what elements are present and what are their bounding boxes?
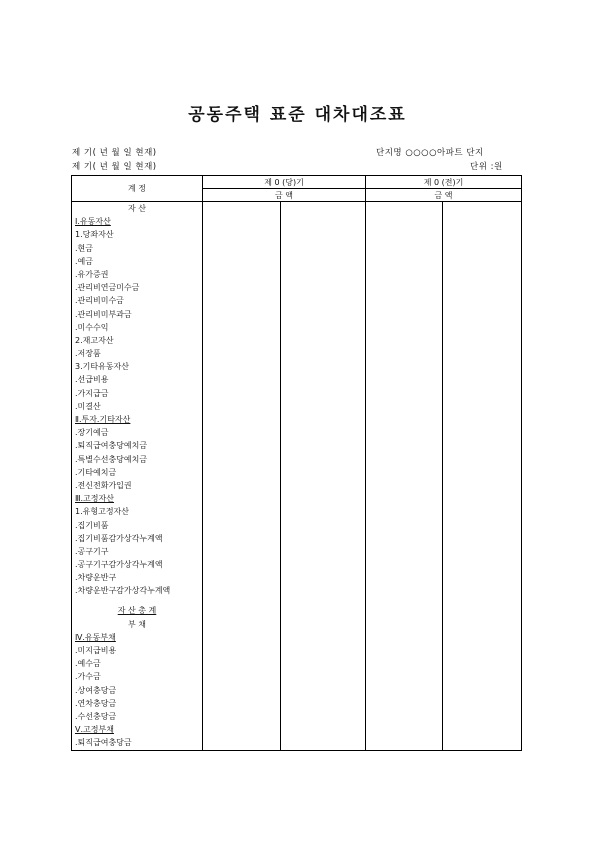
amount-cell [366,618,443,631]
amount-cell [203,400,281,413]
col-prior-period-header: 제 0 (전)기 [366,176,522,189]
table-row [72,215,522,228]
amount-cell [443,268,522,281]
amount-cell [203,215,281,228]
amount-cell [281,644,366,657]
table-row [72,294,522,307]
amount-cell [443,334,522,347]
amount-cell [281,426,366,439]
amount-cell [443,670,522,683]
table-row [72,479,522,492]
account-label: 3.기타유동자산 [72,360,203,373]
amount-cell [281,453,366,466]
amount-cell [281,532,366,545]
account-label: .공구기구감가상각누계액 [72,558,203,571]
account-label: Ⅴ.고정부채 [72,723,203,736]
account-label: 2.재고자산 [72,334,203,347]
amount-cell [203,453,281,466]
amount-cell [281,202,366,216]
amount-cell [203,268,281,281]
amount-cell [281,281,366,294]
table-row [72,558,522,571]
account-label: .선급비용 [72,373,203,386]
amount-cell [366,532,443,545]
amount-cell [366,202,443,216]
period-prior: 제 기( 년 월 일 현재) [72,162,157,172]
table-row [72,604,522,617]
table-row [72,308,522,321]
amount-cell [366,631,443,644]
table-row [72,519,522,532]
amount-cell [203,584,281,604]
amount-cell [281,308,366,321]
amount-cell [203,710,281,723]
amount-cell [203,334,281,347]
amount-cell [366,519,443,532]
amount-cell [366,545,443,558]
table-row [72,684,522,697]
amount-cell [366,604,443,617]
amount-cell [443,558,522,571]
account-label: .예수금 [72,657,203,670]
amount-cell [203,228,281,241]
amount-cell [443,308,522,321]
amount-cell [203,439,281,452]
account-label: .관리비미수금 [72,294,203,307]
amount-cell [443,413,522,426]
account-label: 1.유형고정자산 [72,505,203,518]
amount-cell [366,492,443,505]
amount-cell [366,360,443,373]
amount-cell [443,723,522,736]
amount-cell [366,255,443,268]
amount-cell [203,202,281,216]
table-row [72,439,522,452]
table-row [72,723,522,736]
amount-cell [443,321,522,334]
amount-cell [203,360,281,373]
amount-cell [443,439,522,452]
amount-cell [443,255,522,268]
amount-cell [443,202,522,216]
amount-cell [443,215,522,228]
table-row [72,492,522,505]
table-row [72,453,522,466]
amount-cell [443,697,522,710]
amount-cell [443,505,522,518]
amount-cell [366,710,443,723]
amount-cell [203,413,281,426]
amount-cell [443,545,522,558]
table-row [72,532,522,545]
amount-cell [281,558,366,571]
amount-cell [203,347,281,360]
amount-cell [443,736,522,750]
amount-cell [203,387,281,400]
amount-cell [443,294,522,307]
amount-cell [443,532,522,545]
amount-cell [203,492,281,505]
amount-cell [366,281,443,294]
amount-cell [443,400,522,413]
amount-cell [203,736,281,750]
amount-cell [366,228,443,241]
amount-cell [443,571,522,584]
amount-cell [443,618,522,631]
amount-cell [281,387,366,400]
table-body [72,202,522,751]
amount-cell [281,255,366,268]
table-row [72,710,522,723]
amount-cell [281,268,366,281]
table-row [72,255,522,268]
amount-cell [443,453,522,466]
amount-cell [281,670,366,683]
amount-cell [281,466,366,479]
amount-cell [443,519,522,532]
amount-cell [443,479,522,492]
amount-cell [443,684,522,697]
amount-cell [203,604,281,617]
amount-cell [366,347,443,360]
amount-cell [281,360,366,373]
table-row [72,644,522,657]
account-label: .퇴직급여충당금 [72,736,203,750]
account-label: .수선충당금 [72,710,203,723]
amount-cell [366,453,443,466]
table-row [72,571,522,584]
account-label: 부 채 [72,618,203,631]
amount-cell [443,360,522,373]
amount-cell [281,545,366,558]
account-label: .집기비품감가상각누계액 [72,532,203,545]
amount-cell [366,426,443,439]
account-label: .퇴직급여충당예치금 [72,439,203,452]
table-row [72,268,522,281]
amount-cell [443,228,522,241]
amount-cell [443,347,522,360]
col-current-amount-header: 금 액 [203,189,366,202]
amount-cell [203,242,281,255]
amount-cell [281,439,366,452]
account-label: .미지급비용 [72,644,203,657]
amount-cell [366,387,443,400]
unit-label: 단위 :원 [470,162,503,172]
amount-cell [366,294,443,307]
amount-cell [366,479,443,492]
account-label: .현금 [72,242,203,255]
amount-cell [203,255,281,268]
table-row [72,426,522,439]
account-label: Ⅳ.유동부채 [72,631,203,644]
amount-cell [366,644,443,657]
account-label: .관리비미부과금 [72,308,203,321]
amount-cell [443,604,522,617]
amount-cell [203,670,281,683]
amount-cell [203,519,281,532]
amount-cell [281,710,366,723]
balance-sheet-table [71,175,522,751]
amount-cell [203,545,281,558]
amount-cell [443,387,522,400]
amount-cell [366,215,443,228]
table-row [72,242,522,255]
amount-cell [366,413,443,426]
account-label: .장기예금 [72,426,203,439]
amount-cell [443,631,522,644]
amount-cell [366,736,443,750]
account-label: .공구기구 [72,545,203,558]
table-row [72,413,522,426]
account-label: .연차충당금 [72,697,203,710]
complex-name: 단지명 ○○○○아파트 단지 [376,148,484,158]
amount-cell [281,347,366,360]
table-row [72,202,522,216]
table-row [72,347,522,360]
col-current-period-header: 제 0 (당)기 [203,176,366,189]
amount-cell [203,571,281,584]
amount-cell [366,723,443,736]
table-row [72,400,522,413]
amount-cell [366,373,443,386]
amount-cell [443,466,522,479]
table-row [72,618,522,631]
amount-cell [281,479,366,492]
amount-cell [443,373,522,386]
account-label: .기타예치금 [72,466,203,479]
account-label: 자 산 총 계 [72,604,203,617]
account-label: .특별수선충당예치금 [72,453,203,466]
amount-cell [443,657,522,670]
amount-cell [281,492,366,505]
account-label: .관리비연금미수금 [72,281,203,294]
amount-cell [366,308,443,321]
amount-cell [203,281,281,294]
amount-cell [366,684,443,697]
col-prior-amount-header: 금 액 [366,189,522,202]
period-current: 제 기( 년 월 일 현재) [72,148,157,158]
amount-cell [203,308,281,321]
account-label: Ⅰ.유동자산 [72,215,203,228]
amount-cell [281,736,366,750]
account-label: .미수수익 [72,321,203,334]
amount-cell [203,558,281,571]
table-row [72,387,522,400]
amount-cell [203,479,281,492]
account-label: .차량운반구 [72,571,203,584]
amount-cell [281,215,366,228]
amount-cell [366,242,443,255]
amount-cell [281,584,366,604]
table-row [72,360,522,373]
account-label: .차량운반구감가상각누계액 [72,584,203,604]
amount-cell [366,466,443,479]
amount-cell [203,644,281,657]
amount-cell [366,505,443,518]
amount-cell [281,631,366,644]
account-label: .유가증권 [72,268,203,281]
table-row [72,584,522,604]
table-row [72,736,522,750]
amount-cell [203,505,281,518]
amount-cell [366,334,443,347]
account-label: .저장품 [72,347,203,360]
table-row [72,466,522,479]
amount-cell [366,670,443,683]
amount-cell [281,723,366,736]
amount-cell [281,571,366,584]
table-row [72,657,522,670]
table-row [72,373,522,386]
amount-cell [281,334,366,347]
amount-cell [443,281,522,294]
amount-cell [281,413,366,426]
amount-cell [281,657,366,670]
account-label: .전신전화가입권 [72,479,203,492]
account-label: Ⅲ.고정자산 [72,492,203,505]
amount-cell [366,558,443,571]
account-label: .미결산 [72,400,203,413]
account-label: 자 산 [72,202,203,216]
amount-cell [203,657,281,670]
table-row [72,545,522,558]
account-label: 1.당좌자산 [72,228,203,241]
amount-cell [366,439,443,452]
amount-cell [281,618,366,631]
amount-cell [443,492,522,505]
amount-cell [366,321,443,334]
amount-cell [203,532,281,545]
amount-cell [366,268,443,281]
amount-cell [203,684,281,697]
account-label: .예금 [72,255,203,268]
amount-cell [203,631,281,644]
amount-cell [443,644,522,657]
account-label: .가지급금 [72,387,203,400]
amount-cell [443,242,522,255]
amount-cell [281,684,366,697]
table-row [72,321,522,334]
amount-cell [281,321,366,334]
table-row [72,228,522,241]
amount-cell [203,723,281,736]
table-row [72,281,522,294]
amount-cell [366,584,443,604]
amount-cell [366,400,443,413]
amount-cell [203,466,281,479]
account-label: .집기비품 [72,519,203,532]
amount-cell [281,505,366,518]
amount-cell [366,571,443,584]
amount-cell [443,584,522,604]
amount-cell [281,604,366,617]
amount-cell [203,697,281,710]
amount-cell [203,321,281,334]
amount-cell [366,697,443,710]
amount-cell [366,657,443,670]
amount-cell [281,294,366,307]
amount-cell [281,400,366,413]
amount-cell [443,710,522,723]
amount-cell [281,242,366,255]
col-account-header: 계 정 [72,176,203,202]
amount-cell [203,294,281,307]
table-row [72,334,522,347]
table-row [72,631,522,644]
account-label: .상여충당금 [72,684,203,697]
table-row [72,670,522,683]
amount-cell [281,697,366,710]
page-title: 공동주택 표준 대차대조표 [188,105,407,125]
amount-cell [443,426,522,439]
table-row [72,505,522,518]
amount-cell [281,519,366,532]
amount-cell [281,228,366,241]
account-label: .가수금 [72,670,203,683]
amount-cell [281,373,366,386]
amount-cell [203,426,281,439]
amount-cell [203,373,281,386]
table-row [72,697,522,710]
account-label: Ⅱ.투자.기타자산 [72,413,203,426]
amount-cell [203,618,281,631]
